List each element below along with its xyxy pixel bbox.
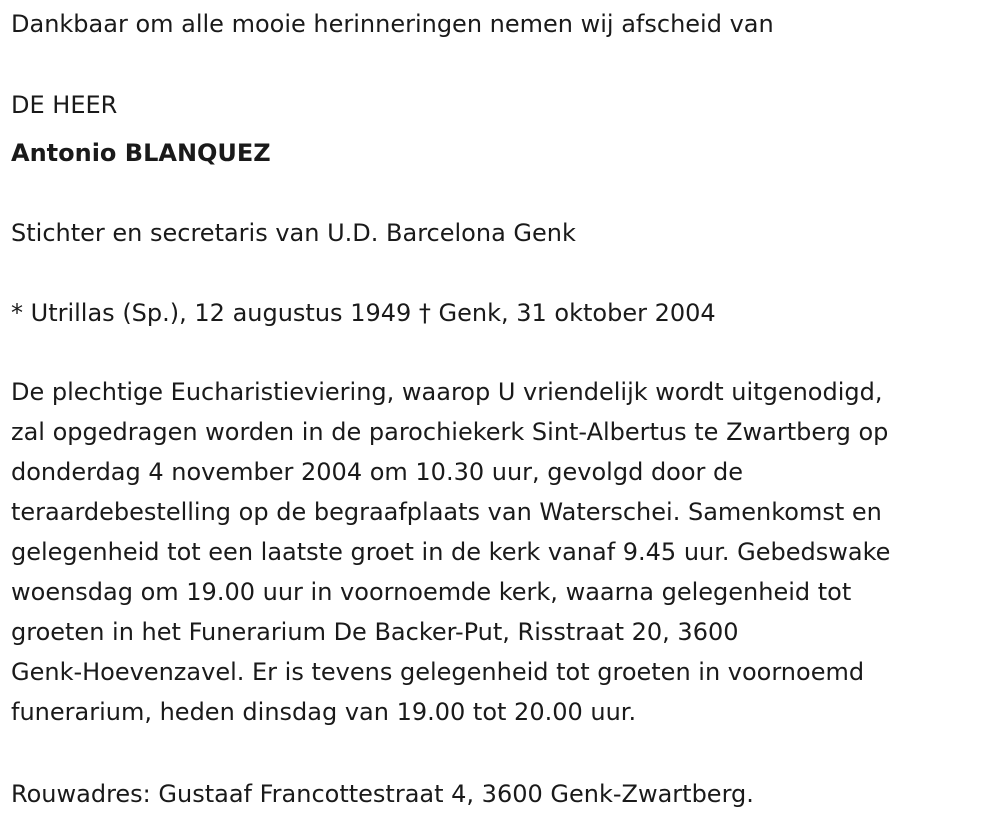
paragraph-line: donderdag 4 november 2004 om 10.30 uur, gevolgd door de [11,458,744,486]
salutation: DE HEER [11,91,118,119]
paragraph-line: groeten in het Funerarium De Backer-Put, Risstraat 20, 3600 [11,618,739,646]
paragraph-line: funerarium, heden dinsdag van 19.00 tot 20.00 uur. [11,698,637,726]
intro-text: Dankbaar om alle mooie herinneringen nemen wij afscheid van [11,10,774,38]
role-text: Stichter en secretaris van U.D. Barcelona Genk [11,219,576,247]
birth-death-dates: * Utrillas (Sp.), 12 augustus 1949 † Genk, 31 oktober 2004 [11,299,716,327]
paragraph-line: teraardebestelling op de begraafplaats van Waterschei. Samenkomst en [11,498,882,526]
paragraph-line: gelegenheid tot een laatste groet in de kerk vanaf 9.45 uur. Gebedswake [11,538,891,566]
deceased-name: Antonio BLANQUEZ [11,139,271,167]
paragraph-line: De plechtige Eucharistieviering, waarop U vriendelijk wordt uitgenodigd, [11,378,883,406]
paragraph-line: woensdag om 19.00 uur in voornoemde kerk, waarna gelegenheid tot [11,578,852,606]
paragraph-line: Genk-Hoevenzavel. Er is tevens gelegenheid tot groeten in voornoemd [11,658,865,686]
ceremony-paragraph [11,372,996,732]
mourning-address: Rouwadres: Gustaaf Francottestraat 4, 3600 Genk-Zwartberg. [11,780,754,808]
paragraph-line: zal opgedragen worden in de parochiekerk Sint-Albertus te Zwartberg op [11,418,889,446]
